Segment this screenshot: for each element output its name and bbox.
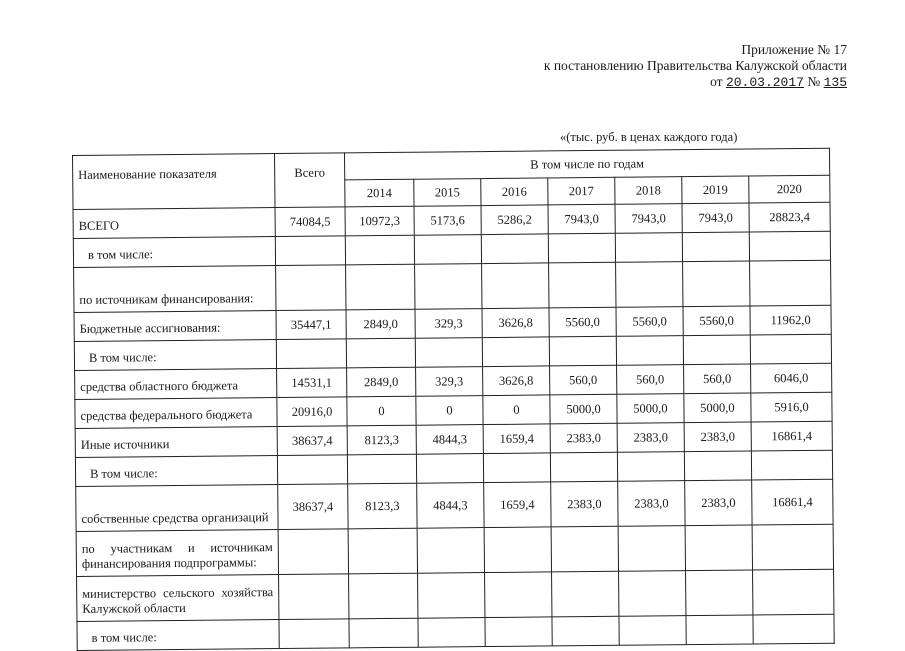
unit-note: «(тыс. руб. в ценах каждого года)	[560, 130, 738, 144]
decree-reference: к постановлению Правительства Калужской области	[543, 58, 847, 73]
row-label: В том числе:	[75, 456, 277, 487]
table-row	[77, 569, 834, 621]
value-cell	[278, 529, 348, 575]
value-cell	[414, 235, 481, 265]
year-header: 2018	[615, 177, 682, 205]
value-cell	[348, 528, 417, 574]
value-cell	[483, 453, 550, 483]
value-cell	[683, 335, 750, 365]
value-cell: 16861,4	[752, 479, 833, 525]
decree-date: 20.03.2017	[725, 75, 804, 90]
number-label: №	[807, 74, 821, 89]
year-header: 2016	[481, 178, 548, 206]
value-cell	[618, 526, 685, 572]
value-cell: 7943,0	[615, 204, 682, 234]
value-cell	[548, 233, 615, 263]
value-cell: 74084,5	[275, 207, 345, 237]
value-cell	[345, 235, 414, 265]
row-label: ВСЕГО	[73, 208, 275, 239]
value-cell: 28823,4	[749, 202, 830, 232]
row-label: в том числе:	[73, 237, 275, 268]
value-cell	[279, 619, 349, 649]
column-header-name: Наименование показателя	[73, 154, 276, 210]
value-cell	[750, 260, 831, 306]
value-cell: 35447,1	[276, 310, 346, 340]
value-cell	[686, 570, 753, 616]
year-header: 2019	[682, 176, 749, 204]
value-cell	[683, 261, 750, 307]
appendix-title: Приложение № 17	[741, 42, 847, 57]
row-label: собственные средства организаций	[76, 485, 278, 532]
value-cell: 2849,0	[346, 309, 415, 339]
decree-date-line	[544, 74, 847, 91]
value-cell	[619, 616, 686, 646]
value-cell	[279, 574, 349, 620]
value-cell	[750, 334, 831, 364]
value-cell: 10972,3	[345, 206, 414, 236]
table-row	[74, 260, 831, 312]
value-cell: 0	[416, 396, 483, 426]
value-cell	[275, 236, 345, 266]
value-cell: 5560,0	[616, 307, 683, 337]
value-cell: 5286,2	[481, 205, 548, 235]
value-cell	[347, 454, 416, 484]
table-row	[77, 614, 834, 650]
value-cell	[276, 265, 346, 311]
value-cell: 2383,0	[618, 481, 685, 527]
value-cell	[481, 234, 548, 264]
value-cell: 14531,1	[277, 368, 347, 398]
value-cell	[549, 262, 616, 308]
row-label: средства федерального бюджета	[75, 398, 277, 429]
value-cell: 2383,0	[551, 481, 618, 527]
value-cell: 0	[347, 396, 416, 426]
value-cell: 3626,8	[483, 366, 550, 396]
value-cell: 2383,0	[617, 423, 684, 453]
row-label: по источникам финансирования:	[74, 266, 276, 313]
row-label: Иные источники	[75, 427, 277, 458]
value-cell	[549, 336, 616, 366]
value-cell	[416, 454, 483, 484]
value-cell: 0	[483, 395, 550, 425]
value-cell	[616, 336, 683, 366]
value-cell	[752, 524, 833, 570]
year-header: 2017	[548, 177, 615, 205]
value-cell: 560,0	[550, 365, 617, 395]
value-cell	[349, 618, 418, 648]
value-cell	[482, 263, 549, 309]
value-cell: 5000,0	[684, 393, 751, 423]
value-cell: 38637,4	[278, 484, 348, 530]
value-cell: 5000,0	[617, 394, 684, 424]
table-row	[76, 479, 833, 531]
value-cell	[485, 572, 552, 618]
year-header: 2020	[749, 175, 830, 203]
value-cell	[418, 573, 485, 619]
value-cell: 5000,0	[550, 394, 617, 424]
value-cell: 20916,0	[277, 397, 347, 427]
value-cell	[684, 451, 751, 481]
value-cell: 38637,4	[277, 426, 347, 456]
value-cell: 3626,8	[482, 308, 549, 338]
value-cell	[417, 528, 484, 574]
value-cell	[418, 618, 485, 648]
value-cell: 4844,3	[416, 425, 483, 455]
value-cell: 16861,4	[751, 421, 832, 451]
date-prefix: от	[710, 74, 723, 89]
value-cell: 11962,0	[750, 305, 831, 335]
value-cell	[277, 455, 347, 485]
value-cell: 2383,0	[685, 480, 752, 526]
table-row	[76, 524, 833, 576]
row-label: Бюджетные ассигнования:	[74, 311, 276, 342]
column-header-total: Всего	[274, 153, 345, 208]
value-cell	[616, 262, 683, 308]
value-cell	[751, 450, 832, 480]
value-cell: 7943,0	[682, 203, 749, 233]
value-cell	[552, 571, 619, 617]
row-label: средства областного бюджета	[75, 369, 277, 400]
value-cell	[619, 571, 686, 617]
value-cell	[753, 569, 834, 615]
value-cell: 5173,6	[414, 206, 481, 236]
value-cell	[615, 233, 682, 263]
value-cell: 7943,0	[548, 204, 615, 234]
row-label: по участникам и источникам финансирования подпрограммы:	[76, 530, 278, 577]
value-cell	[485, 617, 552, 647]
value-cell: 329,3	[416, 367, 483, 397]
row-label: министерство сельского хозяйства Калужской области	[77, 575, 279, 622]
funding-table	[72, 148, 835, 651]
value-cell	[551, 526, 618, 572]
year-header: 2015	[414, 179, 481, 207]
value-cell: 5560,0	[683, 306, 750, 336]
value-cell: 2383,0	[550, 423, 617, 453]
value-cell: 8123,3	[348, 483, 417, 529]
value-cell	[346, 264, 415, 310]
value-cell	[550, 452, 617, 482]
value-cell: 2849,0	[347, 367, 416, 397]
value-cell: 560,0	[684, 364, 751, 394]
value-cell: 5916,0	[751, 392, 832, 422]
table-header	[73, 148, 831, 209]
value-cell: 8123,3	[347, 425, 416, 455]
row-label: В том числе:	[74, 340, 276, 371]
decree-number: 135	[823, 75, 847, 90]
value-cell	[552, 616, 619, 646]
value-cell: 1659,4	[483, 424, 550, 454]
value-cell	[415, 338, 482, 368]
value-cell	[686, 615, 753, 645]
value-cell	[749, 231, 830, 261]
value-cell: 1659,4	[484, 482, 551, 528]
value-cell: 4844,3	[417, 483, 484, 529]
value-cell	[484, 527, 551, 573]
table-body	[73, 202, 834, 650]
year-header: 2014	[345, 179, 414, 207]
value-cell: 5560,0	[549, 307, 616, 337]
value-cell: 560,0	[617, 365, 684, 395]
value-cell	[482, 337, 549, 367]
value-cell	[682, 232, 749, 262]
value-cell: 329,3	[415, 309, 482, 339]
document-header	[544, 42, 847, 91]
value-cell: 6046,0	[751, 363, 832, 393]
value-cell	[415, 264, 482, 310]
row-label: в том числе:	[77, 620, 279, 651]
value-cell	[617, 452, 684, 482]
value-cell	[346, 338, 415, 368]
value-cell	[276, 339, 346, 369]
value-cell	[685, 525, 752, 571]
value-cell	[349, 573, 418, 619]
value-cell: 2383,0	[684, 422, 751, 452]
column-header-years-group: В том числе по годам	[344, 148, 829, 180]
